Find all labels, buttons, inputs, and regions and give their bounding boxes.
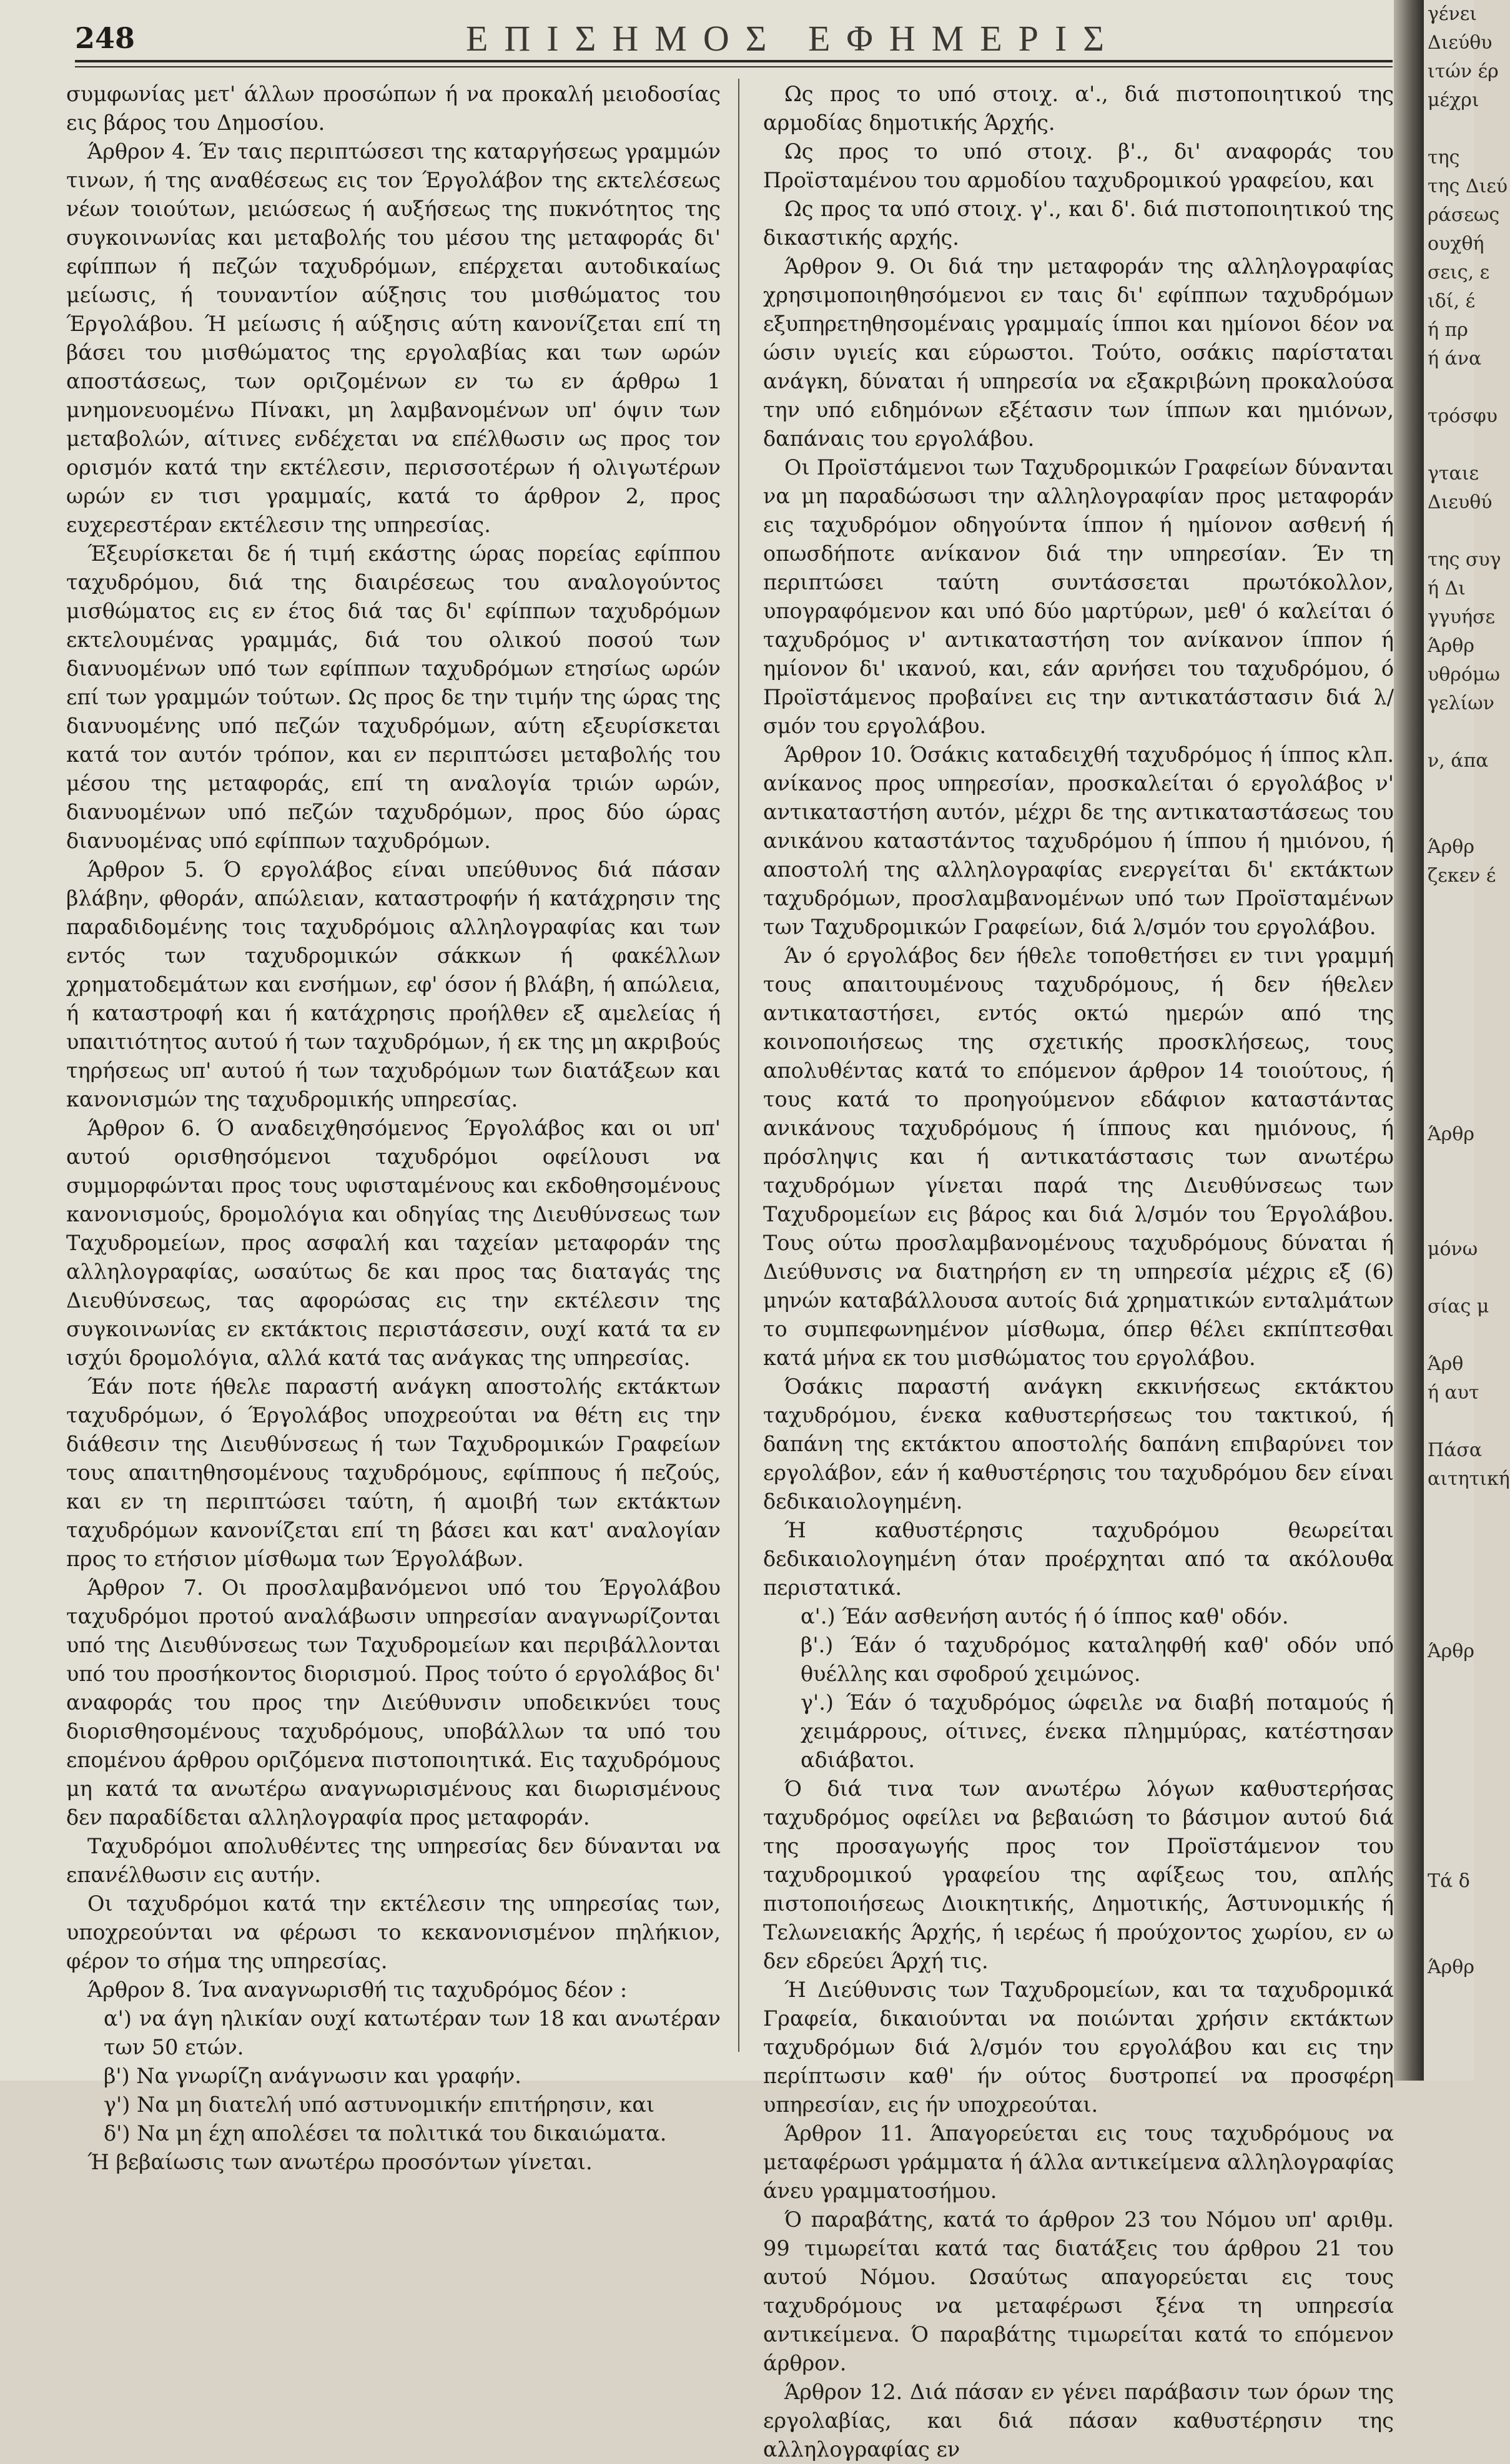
paragraph: Έξευρίσκεται δε ή τιμή εκάστης ώρας πορείας εφίππου ταχυδρόμου, διά της διαιρέσεως του αναλογούντος μισθώματος εις εν έτος διά τας δι' εφίππων ταχυδρόμων εκτελουμένας γραμμάς, διά του ολικού ποσού των διανυομένων υπό των εφίππων ταχυδρόμων ετησίως ωρών επί των γραμμών τούτων. Ως προς δε την τιμήν της ώρας της διανυομένης υπό πεζών ταχυδρόμων, αύτη εξευρίσκεται κατά τον αυτόν τρόπον, και εν περιπτώσει μεταβολής του μέσου της μεταφοράς, επί τη αναλογία τριών ωρών, διανυομένων υπό πεζών ταχυδρόμων, προς δύο ώρας διανυομένας υπό εφίππων ταχυδρόμων. xyxy=(66,541,721,853)
next-page-fragment: μέχρι xyxy=(1428,89,1479,111)
paragraph: γ') Να μη διατελή υπό αστυνομικήν επιτήρησιν, και xyxy=(104,2092,655,2117)
paragraph: β') Να γνωρίζη ανάγνωσιν και γραφήν. xyxy=(104,2064,521,2088)
next-page-fragment: της συγ xyxy=(1428,549,1501,571)
next-page-fragment: γταιε xyxy=(1428,463,1479,485)
next-page-fragment xyxy=(1424,1264,1474,1293)
page-number: 248 xyxy=(75,21,136,55)
header-rule xyxy=(75,60,1393,67)
next-page-fragment xyxy=(1424,1494,1474,1522)
paragraph: Όσάκις παραστή ανάγκη εκκινήσεως εκτάκτου ταχυδρόμου, ένεκα καθυστερήσεως του τακτικού, ή δαπάνη της εκτάκτου αποστολής δαπάνη επιβαρύνει τον εργολάβον, εάν ή καθυστέρησις του ταχυδρόμου δεν είναι δεδικαιολογημένη. xyxy=(763,1374,1394,1514)
next-page-fragment: ν, άπα xyxy=(1428,750,1489,772)
next-page-fragment xyxy=(1424,1522,1474,1551)
next-page-fragment xyxy=(1424,1723,1474,1752)
next-page-fragment xyxy=(1424,1838,1474,1867)
next-page-fragment: Πάσα xyxy=(1428,1439,1483,1461)
next-page-fragment xyxy=(1424,1005,1474,1034)
next-page-fragment: Άρθρ xyxy=(1428,635,1474,657)
binding-gutter xyxy=(1394,0,1424,2081)
next-page-fragment: ή πρ xyxy=(1428,319,1468,341)
next-page-fragment: Άρθρ xyxy=(1428,836,1474,858)
next-page-fragment: ή άνα xyxy=(1428,348,1482,370)
next-page-fragment: Άρθρ xyxy=(1428,1956,1474,1978)
next-page-fragment xyxy=(1424,1924,1474,1953)
next-page-fragment xyxy=(1424,1666,1474,1695)
paragraph: Άρθρον 6. Ό αναδειχθησόμενος Έργολάβος και οι υπ' αυτού ορισθησόμενοι ταχυδρόμοι οφείλουσι να συμμορφώνται προς τους υφισταμένους και εκδοθησομένους κανονισμούς, δρομολόγια και οδηγίας της Διευθύνσεως των Ταχυδρομείων, προς ασφαλή και ταχείαν μεταφοράν της αλληλογραφίας, ωσαύτως δε και προς τας διαταγάς της Διευθύνσεως, τας αφορώσας εις την εκτέλεσιν της συγκοινωνίας εν εκτάκτοις περιστάσεσιν, ουχί κατά τα εν ισχύι δρομολόγια, αλλά κατά τας ανάγκας της υπηρεσίας. xyxy=(66,1116,721,1370)
next-page-fragment: τρόσφυ xyxy=(1428,405,1498,427)
next-page-fragment xyxy=(1424,1149,1474,1178)
paragraph: Άρθρον 12. Διά πάσαν εν γένει παράβασιν των όρων της εργολαβίας, και διά πάσαν καθυστέρησιν της αλληλογραφίας εν xyxy=(763,2380,1394,2462)
next-page-fragment xyxy=(1424,1781,1474,1810)
next-page-fragment: γγυήσε xyxy=(1428,606,1496,628)
next-page-fragment: Άρθρ xyxy=(1428,1123,1474,1145)
paragraph: Ή καθυστέρησις ταχυδρόμου θεωρείται δεδικαιολογημένη όταν προέρχηται από τα ακόλουθα περιστατικά. xyxy=(763,1518,1394,1600)
next-page-fragment xyxy=(1424,517,1474,546)
paragraph: Ό διά τινα των ανωτέρω λόγων καθυστερήσας ταχυδρόμος οφείλει να βεβαιώση το βάσιμον αυτού διά της προσαγωγής προς τον Προϊστάμενον του ταχυδρομικού γραφείου της αφίξεως του, απλής πιστοποιήσεως Διοικητικής, Δημοτικής, Άστυνομικής ή Τελωνειακής Άρχής, ή ιερέως ή προύχοντος χωρίου, εν ω δεν εδρεύει Άρχή τις. xyxy=(763,1777,1394,1973)
next-page-fragment: ιδί, έ xyxy=(1428,290,1476,312)
next-page-fragment xyxy=(1424,1063,1474,1092)
next-page-fragment: μόνω xyxy=(1428,1238,1478,1260)
paragraph: Οι ταχυδρόμοι κατά την εκτέλεσιν της υπηρεσίας των, υποχρεούνται να φέρωσι το κεκανονισμένον πηλήκιον, φέρον το σήμα της υπηρεσίας. xyxy=(66,1891,721,1973)
next-page-fragment xyxy=(1424,1580,1474,1609)
next-page-fragment xyxy=(1424,890,1474,919)
paragraph: α'.) Έάν ασθενήση αυτός ή ό ίππος καθ' οδόν. xyxy=(801,1604,1289,1629)
next-page-fragment xyxy=(1424,718,1474,747)
right-column xyxy=(763,80,1394,2462)
paragraph: Άν ό εργολάβος δεν ήθελε τοποθετήσει εν τινι γραμμή τους απαιτουμένους ταχυδρόμους, ή δεν ήθελεν αντικαταστήσει, εντός οκτώ ημερών από της κοινοποιήσεως της σχετικής προσκλήσεως, τους απολυθέντας κατά το επόμενον άρθρον 14 τοιούτους, ή τους κατά το προηγούμενον εδάφιον καταστάντας ανικάνους ταχυδρόμους ή ίππους και ημιόνους, ή πρόσληψις και ή αντικατάστασις των ανωτέρω ταχυδρόμων γίνεται παρά της Διευθύνσεως των Ταχυδρομείων εις βάρος και διά λ/σμόν του Έργολάβου. Τους ούτω προσλαμβανομένους ταχυδρόμους δύναται ή Διεύθυνσις να διατηρήση εν τη υπηρεσία μέχρις εξ (6) μηνών καταβάλλουσα αυτοίς διά χρηματικών ενταλμάτων το συμπεφωνημένον μίσθωμα, όπερ θέλει εκπίπτεσθαι κατά μήνα εκ του μισθώματος του εργολάβου. xyxy=(763,944,1394,1370)
next-page-fragment xyxy=(1424,115,1474,144)
paragraph: β'.) Έάν ό ταχυδρόμος καταληφθή καθ' οδόν υπό θυέλλης και σφοδρού χειμώνος. xyxy=(801,1633,1394,1686)
paragraph: Ως προς το υπό στοιχ. α'., διά πιστοποιητικού της αρμοδίας δημοτικής Άρχής. xyxy=(763,82,1394,135)
paragraph: Ως προς το υπό στοιχ. β'., δι' αναφοράς του Προϊσταμένου του αρμοδίου ταχυδρομικού γραφείου, και xyxy=(763,139,1394,192)
paragraph: Ή Διεύθυνσις των Ταχυδρομείων, και τα ταχυδρομικά Γραφεία, δικαιούνται να ποιώνται χρήσιν εκτάκτων ταχυδρόμων διά λ/σμόν του εργολάβου και εις την περίπτωσιν καθ' ήν ούτος δυστροπεί να προσφέρη υπηρεσίαν, εις ήν υποχρεούται. xyxy=(763,1978,1394,2117)
paragraph: Ό παραβάτης, κατά το άρθρον 23 του Νόμου υπ' αριθμ. 99 τιμωρείται κατά τας διατάξεις του άρθρου 21 του αυτού Νόμου. Ωσαύτως απαγορεύεται εις τους ταχυδρόμους να μεταφέρωσι ξένα τη υπηρεσία αντικείμενα. Ό παραβάτης τιμωρείται κατά το επόμενον άρθρον. xyxy=(763,2207,1394,2375)
next-page-fragment xyxy=(1424,1092,1474,1120)
next-page-fragment: ουχθή xyxy=(1428,233,1484,255)
column-divider xyxy=(738,79,739,2052)
next-page-fragment: γένει xyxy=(1428,3,1478,25)
paragraph: α') να άγη ηλικίαν ουχί κατωτέραν των 18 και ανωτέραν των 50 ετών. xyxy=(104,2006,721,2059)
next-page-fragment: της xyxy=(1428,147,1460,169)
page-header xyxy=(75,17,1374,59)
next-page-fragment xyxy=(1424,1034,1474,1063)
next-page-fragment: Άρθ xyxy=(1428,1353,1464,1375)
next-page-fragment xyxy=(1424,1178,1474,1206)
paragraph: Άρθρον 11. Άπαγορεύεται εις τους ταχυδρόμους να μεταφέρωσι γράμματα ή άλλα αντικείμενα αλληλογραφίας άνευ γραμματοσήμου. xyxy=(763,2121,1394,2203)
paragraph: Άρθρον 10. Όσάκις καταδειχθή ταχυδρόμος ή ίππος κλπ. ανίκανος προς υπηρεσίαν, προσκαλείται ό εργολάβος ν' αντικαταστήση αυτόν, μέχρι δε της αντικαταστάσεως του ανικάνου καταστάντος ταχυδρόμου ή ίππου ή ημιόνου, ή αποστολή της αλληλογραφίας ενεργείται δι' εκτάκτων ταχυδρόμων, προσλαμβανομένων υπό των Προϊσταμένων των Ταχυδρομικών Γραφείων, διά λ/σμόν του εργολάβου. xyxy=(763,742,1394,939)
paragraph: συμφωνίας μετ' άλλων προσώπων ή να προκαλή μειοδοσίας εις βάρος του Δημοσίου. xyxy=(66,82,721,135)
next-page-fragment: της Διεύ xyxy=(1428,175,1508,197)
running-title: ΕΠΙΣΗΜΟΣ ΕΦΗΜΕΡΙΣ xyxy=(465,18,1121,59)
next-page-fragment: Άρθρ xyxy=(1428,1640,1474,1662)
next-page-fragment xyxy=(1424,431,1474,460)
paragraph: Άρθρον 8. Ίνα αναγνωρισθή τις ταχυδρόμος δέον : xyxy=(87,1978,628,2002)
next-page-edge xyxy=(1424,0,1510,2081)
next-page-fragment: ή Δι xyxy=(1428,578,1466,599)
next-page-fragment xyxy=(1424,1810,1474,1838)
next-page-fragment xyxy=(1424,776,1474,804)
next-page-fragment: Διευθύ xyxy=(1428,491,1493,513)
next-page-fragment: ράσεως xyxy=(1428,204,1500,226)
next-page-fragment xyxy=(1424,1551,1474,1580)
next-page-fragment xyxy=(1424,373,1474,402)
next-page-fragment: ή αυτ xyxy=(1428,1382,1479,1404)
next-page-fragment: σεις, ε xyxy=(1428,262,1490,283)
paragraph: Έάν ποτε ήθελε παραστή ανάγκη αποστολής εκτάκτων ταχυδρόμων, ό Έργολάβος υποχρεούται να θέτη εις την διάθεσιν της Διευθύνσεως ή των Ταχυδρομικών Γραφείων τους απαιτηθησομένους ταχυδρόμους, εφίππους ή πεζούς, και εν τη περιπτώσει ταύτη, ή αμοιβή των εκτάκτων ταχυδρόμων κανονίζεται επί τη βάσει και κατ' αναλογίαν προς το ετήσιον μίσθωμα των Έργολάβων. xyxy=(66,1374,721,1571)
next-page-fragment: Διεύθυ xyxy=(1428,32,1493,54)
paragraph: Άρθρον 4. Έν ταις περιπτώσεσι της καταργήσεως γραμμών τινων, ή της αναθέσεως εις τον Έργολάβον της εκτελέσεως νέων τοιούτων, μειώσεως ή αυξήσεως της πυκνότητος της συγκοινωνίας και μεταβολής του μέσου της μεταφοράς δι' εφίππων ή πεζών ταχυδρόμων, επέρχεται αυτοδικαίως μείωσις, ή τουναντίον αύξησις του μισθώματος του Έργολάβου. Ή μείωσις ή αύξησις αύτη κανονίζεται επί τη βάσει του μισθώματος της εργολαβίας και των ωρών αποστάσεως, των οριζομένων εν τω εν άρθρω 1 μνημονευομένω Πίνακι, μη λαμβανομένων υπ' όψιν των μεταβολών, αίτινες ενδέχεται να επέλθωσιν ως προς τον ορισμόν κατά την εκτέλεσιν, περισσοτέρων ή ολιγωτέρων ωρών εν τισι γραμμαίς, κατά το άρθρον 2, προς ευχερεστέραν εκτέλεσιν της υπηρεσίας. xyxy=(66,139,721,537)
next-page-fragment: γελίων xyxy=(1428,692,1494,714)
paragraph: Ταχυδρόμοι απολυθέντες της υπηρεσίας δεν δύνανται να επανέλθωσιν εις αυτήν. xyxy=(66,1834,721,1887)
next-page-fragment xyxy=(1424,1695,1474,1723)
next-page-fragment xyxy=(1424,1752,1474,1781)
next-page-fragment xyxy=(1424,1896,1474,1924)
next-page-fragment: ιτών έρ xyxy=(1428,61,1499,82)
next-page-fragment xyxy=(1424,948,1474,977)
next-page-fragment xyxy=(1424,1206,1474,1235)
paragraph: Ως προς τα υπό στοιχ. γ'., και δ'. διά πιστοποιητικού της δικαστικής αρχής. xyxy=(763,197,1394,250)
next-page-fragment: Τά δ xyxy=(1428,1870,1470,1892)
next-page-fragment xyxy=(1424,1321,1474,1350)
paragraph: Άρθρον 7. Οι προσλαμβανόμενοι υπό του Έργολάβου ταχυδρόμοι προτού αναλάβωσιν υπηρεσίαν αναγνωρίζονται υπό της Διευθύνσεως των Ταχυδρομείων και περιβάλλονται υπό του προσήκοντος διορισμού. Προς τούτο ό εργολάβος δι' αναφοράς του προς την Διεύθυνσιν υποδεικνύει τους διορισθησομένους ταχυδρόμους, υποβάλλων τα υπό του επομένου άρθρου οριζόμενα πιστοποιητικά. Εις ταχυδρόμους μη κατά τα ανωτέρω αναγνωρισμένους και διωρισμένους δεν παραδίδεται αλληλογραφία προς μεταφοράν. xyxy=(66,1575,721,1830)
next-page-fragment xyxy=(1424,1407,1474,1436)
paragraph: Ή βεβαίωσις των ανωτέρω προσόντων γίνεται. xyxy=(87,2150,593,2174)
next-page-fragment: υθρόμω xyxy=(1428,664,1500,686)
next-page-fragment xyxy=(1424,919,1474,948)
paragraph: Άρθρον 9. Οι διά την μεταφοράν της αλληλογραφίας χρησιμοποιηθησόμενοι εν ταις δι' εφίππων ταχυδρόμων εξυπηρετηθησομέναις γραμμαίς ίπποι και ημίονοι δέον να ώσιν υγιείς και εύρωστοι. Τούτο, οσάκις παρίσταται ανάγκη, δύναται ή υπηρεσία να εξακριβώνη προκαλούσα την υπό ειδημόνων εξέτασιν των ίππων και ημιόνων, δαπάναις του εργολάβου. xyxy=(763,254,1394,451)
paragraph: γ'.) Έάν ό ταχυδρόμος ώφειλε να διαβή ποταμούς ή χειμάρρους, οίτινες, ένεκα πλημμύρας, κατέστησαν αδιάβατοι. xyxy=(801,1690,1394,1772)
next-page-fragment: ζεκεν έ xyxy=(1428,865,1496,887)
left-column xyxy=(66,80,721,2174)
next-page-fragment: αιτητική xyxy=(1428,1468,1510,1490)
paragraph: Άρθρον 5. Ό εργολάβος είναι υπεύθυνος διά πάσαν βλάβην, φθοράν, απώλειαν, καταστροφήν ή κατάχρησιν της παραδιδομένης τοις ταχυδρόμοις αλληλογραφίας και των εντός των ταχυδρομικών σάκκων ή φακέλλων χρηματοδεμάτων και ενσήμων, εφ' όσον ή βλάβη, ή απώλεια, ή καταστροφή και ή κατάχρησις προήλθεν εξ αμελείας ή υπαιτιότητος αυτού ή των ταχυδρόμων, ή εκ της μη ακριβούς τηρήσεως υπ' αυτού ή των ταχυδρόμων των διατάξεων και κανονισμών της ταχυδρομικής υπηρεσίας. xyxy=(66,857,721,1111)
next-page-fragment xyxy=(1424,977,1474,1005)
paragraph: δ') Να μη έχη απολέσει τα πολιτικά του δικαιώματα. xyxy=(104,2121,667,2146)
next-page-fragment xyxy=(1424,1609,1474,1637)
paragraph: Οι Προϊστάμενοι των Ταχυδρομικών Γραφείων δύνανται να μη παραδώσωσι την αλληλογραφίαν προς μεταφοράν εις ταχυδρόμον οδηγούντα ίππον ή ημίονον ασθενή ή οπωσδήποτε ανίκανον διά την υπηρεσίαν. Έν τη περιπτώσει ταύτη συντάσσεται πρωτόκολλον, υπογραφόμενον και υπό δύο μαρτύρων, μεθ' ό καλείται ό ταχυδρόμος ν' αντικαταστήση τον ανίκανον ίππον ή ημίονον δι' ικανού, και, εάν αρνήσει του ταχυδρόμου, ό Προϊστάμενος προβαίνει εις την αντικατάστασιν διά λ/σμόν του εργολάβου. xyxy=(763,455,1394,738)
next-page-fragment: σίας μ xyxy=(1428,1296,1489,1318)
next-page-fragment xyxy=(1424,804,1474,833)
